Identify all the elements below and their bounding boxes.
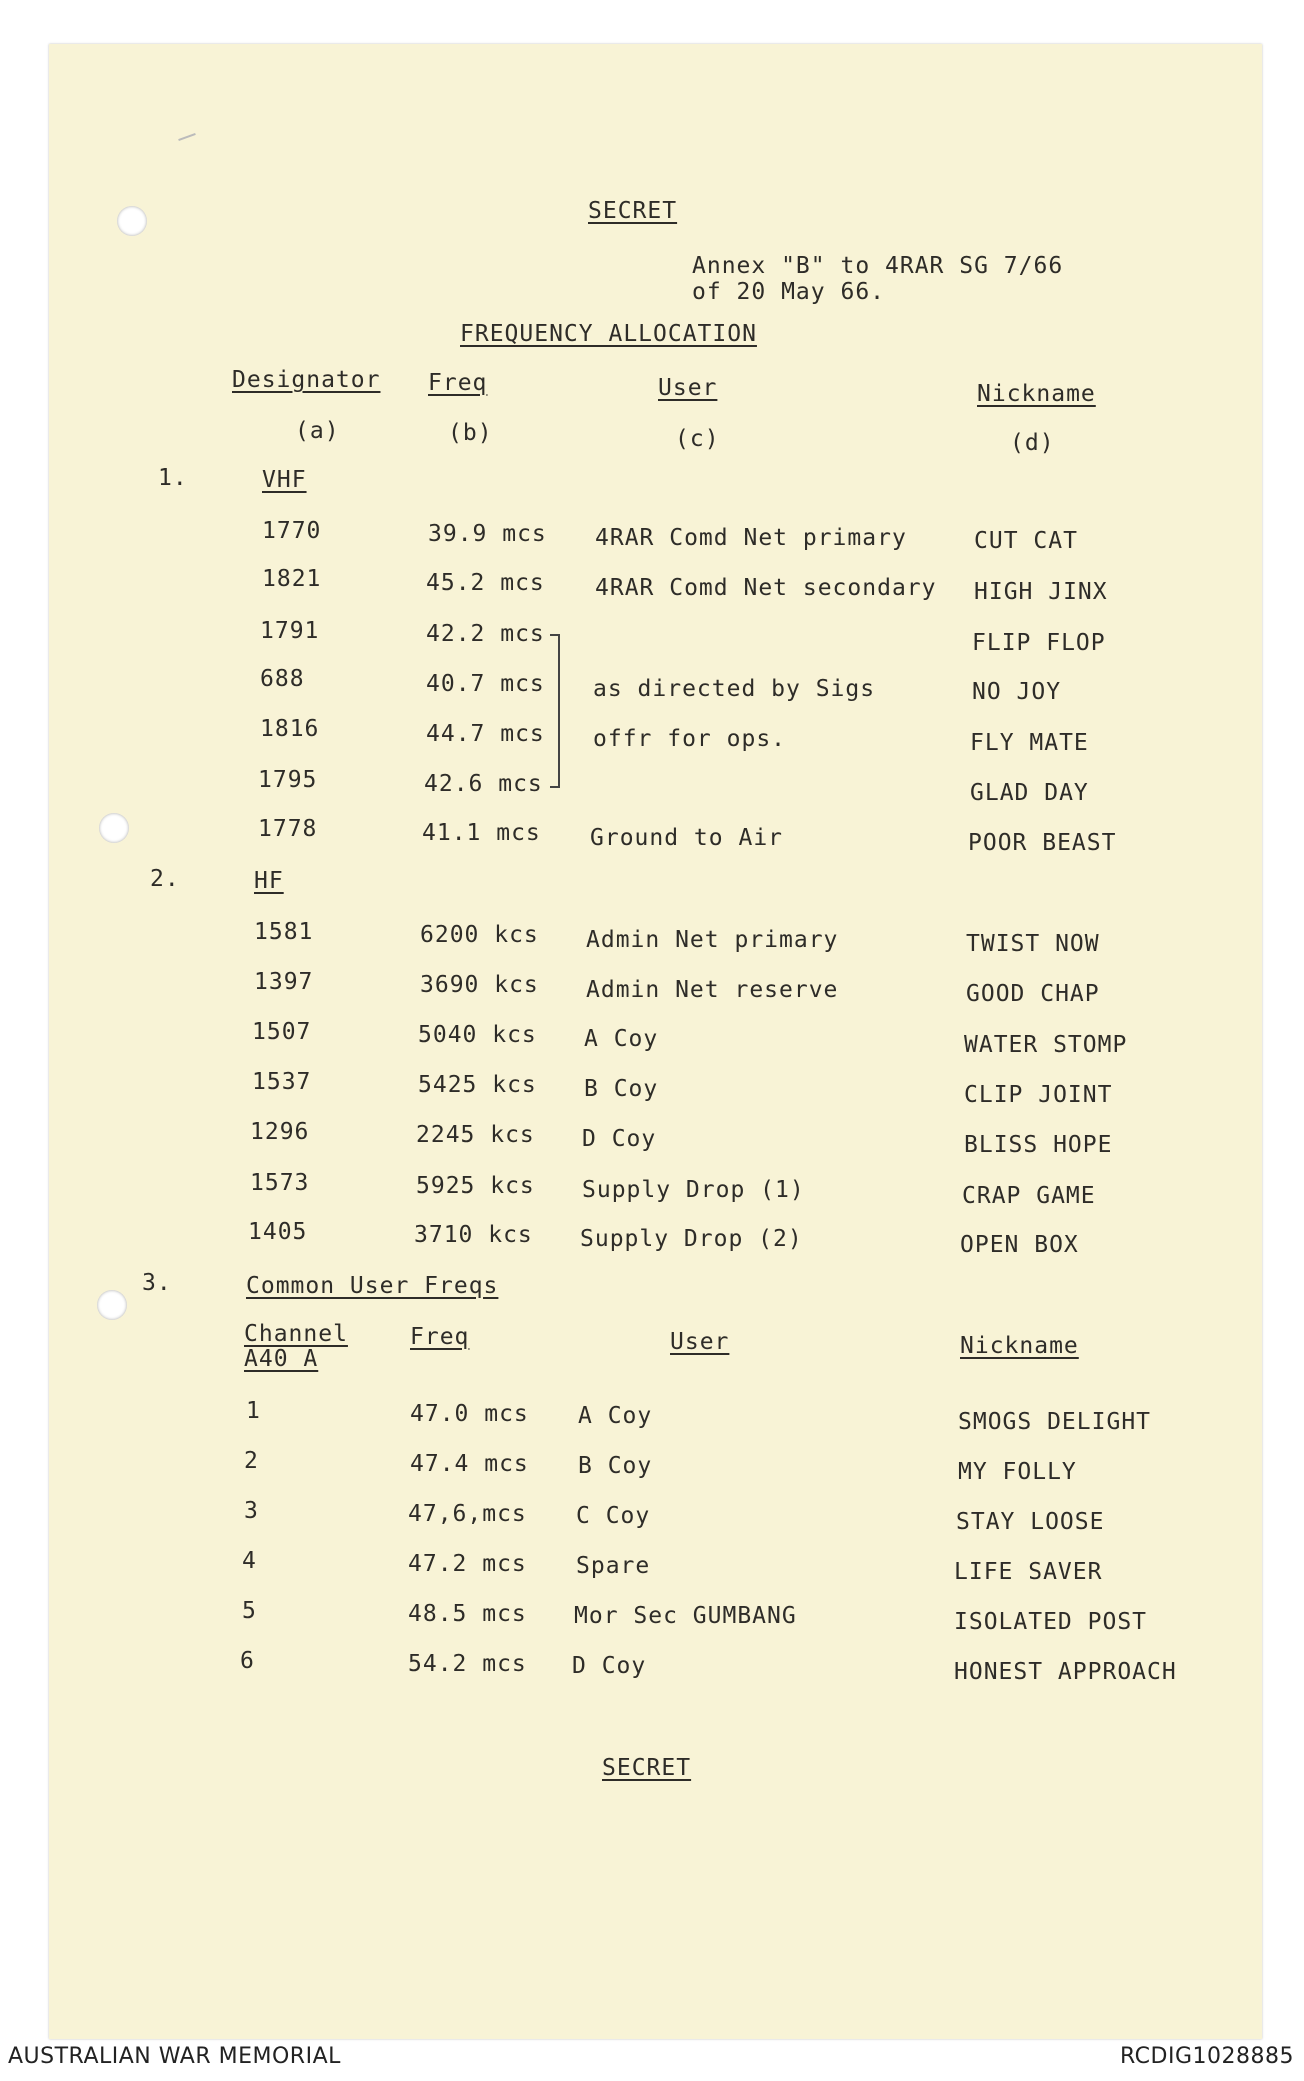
- section-number: 1.: [158, 465, 188, 491]
- row-user: Mor Sec GUMBANG: [574, 1603, 797, 1629]
- col-user: User: [670, 1329, 730, 1355]
- col-user: User: [658, 375, 718, 401]
- row-user: A Coy: [578, 1403, 653, 1429]
- row-user: Admin Net primary: [586, 927, 839, 953]
- row-user: Ground to Air: [590, 825, 784, 851]
- row-freq: 47.2 mcs: [408, 1551, 527, 1577]
- row-user: B Coy: [578, 1453, 653, 1479]
- row-nickname: NO JOY: [972, 679, 1062, 705]
- row-freq: 5040 kcs: [418, 1022, 537, 1048]
- row-nickname: CUT CAT: [974, 528, 1078, 554]
- col-nickname-sub: (d): [1010, 430, 1055, 456]
- row-channel: 5: [242, 1598, 257, 1624]
- col-freq-sub: (b): [448, 420, 493, 446]
- row-nickname: ISOLATED POST: [954, 1609, 1148, 1635]
- row-designator: 1821: [262, 566, 322, 592]
- row-freq: 42.6 mcs: [424, 771, 543, 797]
- row-channel: 6: [240, 1648, 255, 1674]
- punch-hole: [97, 1290, 127, 1320]
- row-designator: 1405: [248, 1219, 308, 1245]
- row-channel: 4: [242, 1548, 257, 1574]
- row-nickname: POOR BEAST: [968, 830, 1117, 856]
- row-freq: 45.2 mcs: [426, 570, 545, 596]
- col-nickname: Nickname: [977, 381, 1096, 407]
- annex-reference: Annex "B" to 4RAR SG 7/66: [692, 253, 1064, 279]
- row-freq: 47.0 mcs: [410, 1401, 529, 1427]
- row-designator: 1507: [252, 1019, 312, 1045]
- row-designator: 1791: [260, 618, 320, 644]
- row-nickname: GLAD DAY: [970, 780, 1089, 806]
- row-user: B Coy: [584, 1076, 659, 1102]
- row-channel: 3: [244, 1498, 259, 1524]
- row-freq: 3690 kcs: [420, 972, 539, 998]
- row-nickname: HONEST APPROACH: [954, 1659, 1177, 1685]
- row-user: C Coy: [576, 1503, 651, 1529]
- row-nickname: SMOGS DELIGHT: [958, 1409, 1152, 1435]
- row-freq: 47,6,mcs: [408, 1501, 527, 1527]
- col-designator: Designator: [232, 367, 381, 393]
- row-nickname: FLIP FLOP: [972, 630, 1106, 656]
- row-user: Supply Drop (1): [582, 1177, 805, 1203]
- row-nickname: WATER STOMP: [964, 1032, 1128, 1058]
- col-user-sub: (c): [675, 426, 720, 452]
- row-freq: 6200 kcs: [420, 922, 539, 948]
- row-nickname: OPEN BOX: [960, 1232, 1079, 1258]
- row-freq: 48.5 mcs: [408, 1601, 527, 1627]
- row-freq: 47.4 mcs: [410, 1451, 529, 1477]
- institution-label: AUSTRALIAN WAR MEMORIAL: [8, 2044, 341, 2069]
- row-freq: 42.2 mcs: [426, 621, 545, 647]
- classification-top: SECRET: [588, 198, 678, 224]
- row-designator: 688: [260, 666, 305, 692]
- row-designator: 1296: [250, 1119, 310, 1145]
- row-channel: 2: [244, 1448, 259, 1474]
- row-designator: 1795: [258, 767, 318, 793]
- row-user: A Coy: [584, 1026, 659, 1052]
- row-nickname: TWIST NOW: [966, 931, 1100, 957]
- row-freq: 2245 kcs: [416, 1122, 535, 1148]
- row-nickname: FLY MATE: [970, 730, 1089, 756]
- page-title: FREQUENCY ALLOCATION: [460, 321, 757, 347]
- record-reference: RCDIG1028885: [1119, 2044, 1294, 2069]
- row-designator: 1816: [260, 716, 320, 742]
- row-user: 4RAR Comd Net primary: [595, 525, 907, 551]
- row-freq: 40.7 mcs: [426, 671, 545, 697]
- classification-bottom: SECRET: [602, 1755, 692, 1781]
- row-designator: 1573: [250, 1170, 310, 1196]
- row-freq: 41.1 mcs: [422, 820, 541, 846]
- bracket-line: [550, 634, 560, 788]
- row-designator: 1397: [254, 969, 314, 995]
- row-freq: 39.9 mcs: [428, 521, 547, 547]
- row-designator: 1537: [252, 1069, 312, 1095]
- row-user: D Coy: [582, 1126, 657, 1152]
- punch-hole: [99, 813, 129, 843]
- col-nickname: Nickname: [960, 1333, 1079, 1359]
- row-nickname: MY FOLLY: [958, 1459, 1077, 1485]
- row-nickname: HIGH JINX: [974, 579, 1108, 605]
- section-title: Common User Freqs: [246, 1273, 499, 1299]
- row-freq: 54.2 mcs: [408, 1651, 527, 1677]
- row-designator: 1770: [262, 518, 322, 544]
- row-nickname: BLISS HOPE: [964, 1132, 1113, 1158]
- row-user: 4RAR Comd Net secondary: [595, 575, 937, 601]
- row-freq: 5925 kcs: [416, 1173, 535, 1199]
- row-designator: 1778: [258, 816, 318, 842]
- punch-hole: [117, 206, 147, 236]
- row-channel: 1: [246, 1398, 261, 1424]
- row-nickname: GOOD CHAP: [966, 981, 1100, 1007]
- row-designator: 1581: [254, 919, 314, 945]
- row-user: D Coy: [572, 1653, 647, 1679]
- row-nickname: CLIP JOINT: [964, 1082, 1113, 1108]
- row-freq: 44.7 mcs: [426, 721, 545, 747]
- col-channel-sub: A40 A: [244, 1346, 319, 1372]
- row-nickname: LIFE SAVER: [954, 1559, 1103, 1585]
- row-user: Admin Net reserve: [586, 977, 839, 1003]
- section-number: 2.: [150, 866, 180, 892]
- section-number: 3.: [142, 1270, 172, 1296]
- row-user: Supply Drop (2): [580, 1226, 803, 1252]
- row-nickname: CRAP GAME: [962, 1183, 1096, 1209]
- col-freq: Freq: [428, 370, 488, 396]
- section-title: HF: [254, 868, 284, 894]
- row-nickname: STAY LOOSE: [956, 1509, 1105, 1535]
- row-freq: 5425 kcs: [418, 1072, 537, 1098]
- col-designator-sub: (a): [295, 418, 340, 444]
- section-title: VHF: [262, 467, 307, 493]
- row-user: as directed by Sigs: [593, 676, 876, 702]
- row-freq: 3710 kcs: [414, 1222, 533, 1248]
- annex-date: of 20 May 66.: [692, 279, 886, 305]
- row-user: Spare: [576, 1553, 651, 1579]
- col-freq: Freq: [410, 1324, 470, 1350]
- col-channel: Channel: [244, 1321, 348, 1347]
- row-user: offr for ops.: [593, 726, 787, 752]
